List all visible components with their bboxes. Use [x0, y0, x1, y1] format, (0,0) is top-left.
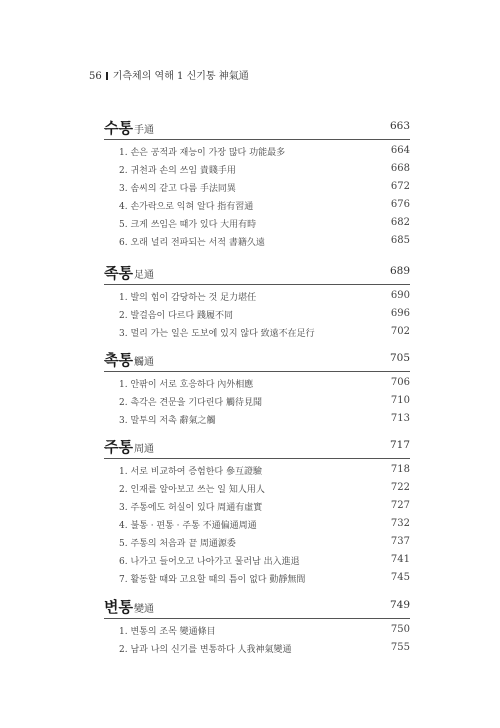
toc-entry-title: 3. 주통에도 허실이 있다 周通有虛實: [119, 503, 263, 513]
section-items: [104, 143, 410, 251]
section-header: [104, 117, 410, 139]
section-title-hanja: 手通: [133, 125, 154, 136]
section-rule: [104, 618, 410, 619]
toc-entry-page: 737: [390, 536, 410, 547]
section-rule: [104, 139, 410, 140]
section-title-korean: 변통: [104, 598, 133, 616]
toc-entry-title: 5. 크게 쓰임은 때가 있다 大用有時: [119, 220, 257, 230]
section-header: [104, 436, 410, 458]
section-page: 689: [389, 265, 410, 277]
toc-entry: [104, 161, 410, 179]
toc-entry-title: 2. 귀천과 손의 쓰임 貴賤手用: [119, 166, 236, 176]
toc-entry-title: 1. 손은 공적과 재능이 가장 많다 功能最多: [119, 148, 286, 158]
toc-entry: [104, 552, 410, 570]
section-header: [104, 596, 410, 618]
section-rule: [104, 284, 410, 285]
toc-section: [104, 349, 410, 426]
section-page: 717: [389, 439, 410, 451]
toc-entry: [104, 570, 410, 588]
toc-entry-title: 1. 안팎이 서로 호응하다 內外相應: [119, 380, 254, 390]
section-title: [104, 262, 154, 283]
toc-entry-title: 2. 발걸음이 다르다 踐履不同: [119, 311, 234, 321]
toc-entry-page: 722: [390, 482, 410, 493]
toc-entry: [104, 622, 410, 640]
toc-section: [104, 117, 410, 248]
toc-entry: [104, 480, 410, 498]
toc-entry-title: 4. 불통 · 편통 · 주통 不通偏通周通: [119, 521, 257, 531]
toc-entry-page: 706: [390, 377, 410, 388]
section-title-korean: 주통: [104, 438, 133, 456]
toc-section: [104, 436, 410, 585]
toc-entry-page: 741: [390, 554, 410, 565]
toc-entry-title: 4. 손가락으로 익혀 알다 指有習通: [119, 202, 254, 212]
toc-entry: [104, 640, 410, 658]
running-head-title: 기측체의 역해 1 신기통 神氣通: [112, 71, 249, 82]
toc-entry-title: 6. 오래 널리 전파되는 서적 書籍久遠: [119, 238, 265, 248]
section-items: [104, 622, 410, 658]
toc-entry-title: 1. 서로 비교하여 증험한다 參互證驗: [119, 467, 262, 477]
toc-entry-title: 1. 변통의 조목 變通條目: [119, 627, 216, 637]
toc-entry: [104, 393, 410, 411]
section-page: 749: [389, 599, 410, 611]
toc-entry-title: 5. 주통의 처음과 끝 周通源委: [119, 539, 236, 549]
toc-entry-page: 750: [390, 624, 410, 635]
toc-entry-page: 710: [390, 395, 410, 406]
section-header: [104, 262, 410, 284]
section-title-hanja: 變通: [133, 604, 154, 615]
toc-entry: [104, 197, 410, 215]
toc-entry-title: 3. 멀리 가는 일은 도보에 있지 않다 致遠不在足行: [119, 329, 315, 339]
section-title: [104, 596, 154, 617]
section-title: [104, 349, 154, 370]
page-number: 56: [89, 71, 102, 82]
section-title-hanja: 周通: [133, 444, 154, 455]
section-title: [104, 436, 154, 457]
toc-entry: [104, 324, 410, 342]
toc-entry-page: 676: [390, 199, 410, 210]
toc-entry: [104, 215, 410, 233]
toc-entry-page: 755: [390, 642, 410, 653]
section-page: 705: [389, 352, 410, 364]
section-title-hanja: 足通: [133, 270, 154, 281]
section-page: 663: [389, 120, 410, 132]
section-title-korean: 수통: [104, 119, 133, 137]
toc-entry-page: 713: [390, 413, 410, 424]
toc-entry-page: 690: [390, 290, 410, 301]
toc-entry: [104, 498, 410, 516]
toc-entry-title: 3. 솜씨의 같고 다름 手法同異: [119, 184, 236, 194]
toc-entry-title: 7. 활동할 때와 고요할 때의 틈이 없다 動靜無間: [119, 575, 306, 585]
section-title: [104, 117, 154, 138]
toc-entry: [104, 516, 410, 534]
toc-entry-page: 685: [390, 235, 410, 246]
section-items: [104, 375, 410, 429]
toc-entry-page: 668: [390, 163, 410, 174]
toc-entry-page: 702: [390, 326, 410, 337]
toc-entry: [104, 179, 410, 197]
section-items: [104, 288, 410, 342]
toc-entry: [104, 143, 410, 161]
section-rule: [104, 371, 410, 372]
section-header: [104, 349, 410, 371]
toc-entry: [104, 306, 410, 324]
toc-entry-page: 696: [390, 308, 410, 319]
toc-entry-page: 664: [390, 145, 410, 156]
toc-section: [104, 262, 410, 339]
toc-entry: [104, 288, 410, 306]
divider: [106, 72, 108, 80]
toc-entry-page: 718: [390, 464, 410, 475]
section-rule: [104, 458, 410, 459]
toc-entry: [104, 534, 410, 552]
toc-entry: [104, 233, 410, 251]
toc-entry: [104, 462, 410, 480]
section-title-korean: 촉통: [104, 351, 133, 369]
toc-entry: [104, 375, 410, 393]
toc-entry-title: 2. 인재를 알아보고 쓰는 일 知人用人: [119, 485, 265, 495]
section-title-hanja: 觸通: [133, 357, 154, 368]
toc-entry-page: 745: [390, 572, 410, 583]
toc-entry-page: 682: [390, 217, 410, 228]
running-head: [89, 67, 249, 82]
toc-entry-title: 3. 말투의 저촉 辭氣之觸: [119, 416, 216, 426]
toc-entry-page: 672: [390, 181, 410, 192]
toc-entry-title: 1. 발의 힘이 감당하는 것 足力堪任: [119, 293, 257, 303]
toc-entry-page: 727: [390, 500, 410, 511]
section-items: [104, 462, 410, 588]
toc-entry-title: 6. 나가고 들어오고 나아가고 물러남 出入進退: [119, 557, 300, 567]
toc-entry-title: 2. 촉각은 견문을 기다린다 觸待見聞: [119, 398, 262, 408]
toc-entry-title: 2. 남과 나의 신기를 변통하다 人我神氣變通: [119, 645, 292, 655]
toc-entry: [104, 411, 410, 429]
toc-section: [104, 596, 410, 655]
section-title-korean: 족통: [104, 264, 133, 282]
toc-entry-page: 732: [390, 518, 410, 529]
